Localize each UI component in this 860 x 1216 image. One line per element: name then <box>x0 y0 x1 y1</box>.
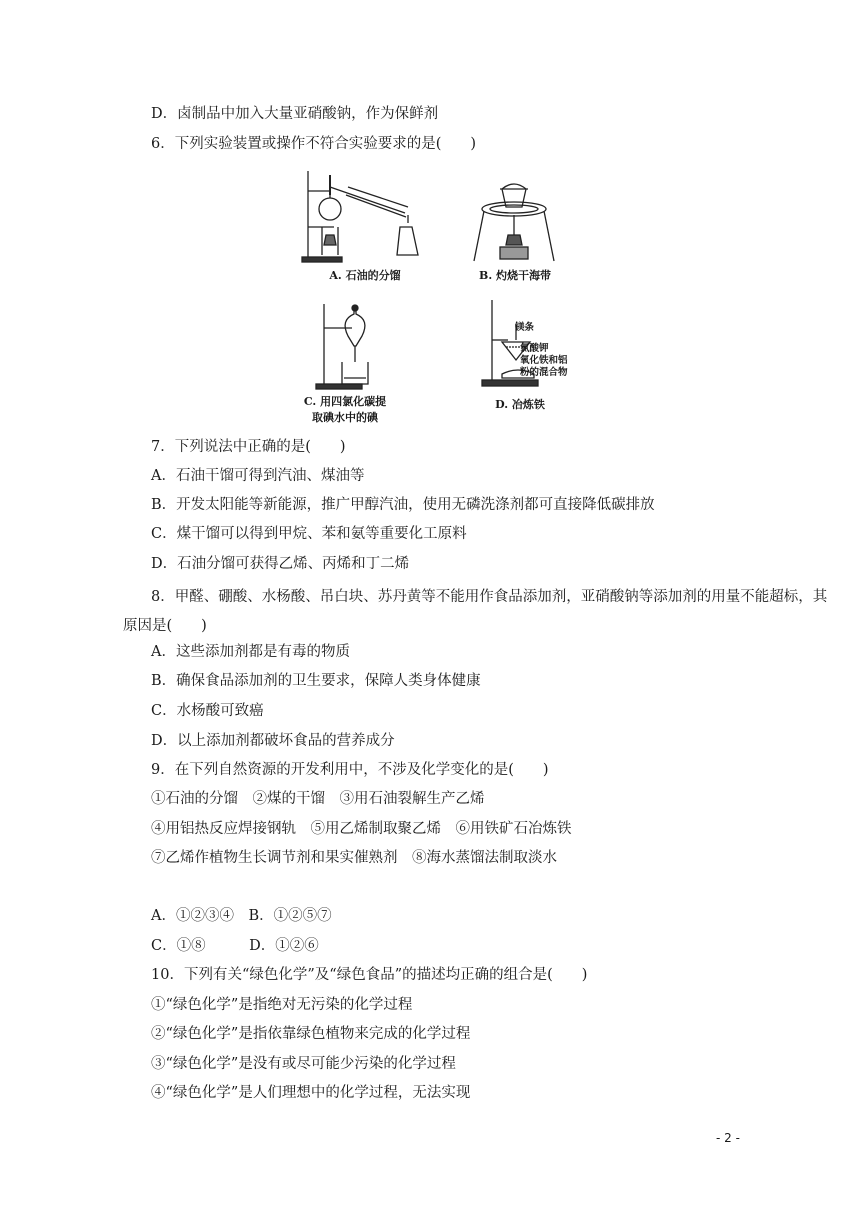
q7-option-b: B．开发太阳能等新能源，推广甲醇汽油，使用无磷洗涤剂都可直接降低碳排放 <box>151 497 655 513</box>
q9-stem: 9．在下列自然资源的开发利用中，不涉及化学变化的是( ) <box>151 762 549 778</box>
q10-stem: 10．下列有关“绿色化学”及“绿色食品”的描述均正确的组合是( ) <box>151 967 588 983</box>
label-magnesium-strip: 镁条 <box>515 322 535 333</box>
q9-options-ab: A．①②③④ B．①②⑤⑦ <box>151 908 332 924</box>
q10-item-1: ①“绿色化学”是指绝对无污染的化学过程 <box>151 997 413 1013</box>
label-mixture-line1: 氧化铁和铝 <box>520 355 568 366</box>
figure-d-caption: D. 冶炼铁 <box>495 398 545 411</box>
q8-option-c: C．水杨酸可致癌 <box>151 703 264 719</box>
q5-option-d: D．卤制品中加入大量亚硝酸钠，作为保鲜剂 <box>151 106 439 122</box>
q9-options-cd: C．①⑧ D．①②⑥ <box>151 938 319 954</box>
q10-item-4: ④“绿色化学”是人们理想中的化学过程，无法实现 <box>151 1085 471 1101</box>
figure-c-caption-line1: C. 用四氯化碳提 <box>303 395 387 408</box>
q7-stem: 7．下列说法中正确的是( ) <box>151 439 346 455</box>
label-potassium-chlorate: 氯酸钾 <box>520 343 549 354</box>
figure-a-distillation <box>300 165 460 265</box>
figure-b-crucible <box>460 175 570 265</box>
q8-option-b: B．确保食品添加剂的卫生要求，保障人类身体健康 <box>151 673 481 689</box>
q7-option-a: A．石油干馏可得到汽油、煤油等 <box>151 468 365 484</box>
q10-item-3: ③“绿色化学”是没有或尽可能少污染的化学过程 <box>151 1056 456 1072</box>
q10-item-2: ②“绿色化学”是指依靠绿色植物来完成的化学过程 <box>151 1026 471 1042</box>
q8-option-d: D．以上添加剂都破坏食品的营养成分 <box>151 733 395 749</box>
figure-a-caption: A. 石油的分馏 <box>329 269 401 282</box>
q9-items-line2: ④用铝热反应焊接钢轨 ⑤用乙烯制取聚乙烯 ⑥用铁矿石冶炼铁 <box>151 821 572 837</box>
figure-c-caption-line2: 取碘水中的碘 <box>312 411 378 424</box>
q9-items-line1: ①石油的分馏 ②煤的干馏 ③用石油裂解生产乙烯 <box>151 791 485 807</box>
figure-b-caption: B. 灼烧干海带 <box>479 269 551 282</box>
q9-items-line3: ⑦乙烯作植物生长调节剂和果实催熟剂 ⑧海水蒸馏法制取淡水 <box>151 850 557 866</box>
q8-stem: 8．甲醛、硼酸、水杨酸、吊白块、苏丹黄等不能用作食品添加剂，亚硝酸钠等添加剂的用量不能超标，其原因是( ) <box>123 589 828 634</box>
q7-option-c: C．煤干馏可以得到甲烷、苯和氨等重要化工原料 <box>151 526 467 542</box>
label-mixture-line2: 粉的混合物 <box>520 367 568 378</box>
q7-option-d: D．石油分馏可获得乙烯、丙烯和丁二烯 <box>151 556 410 572</box>
q8-option-a: A．这些添加剂都是有毒的物质 <box>151 644 350 660</box>
figure-c-separatory-funnel <box>310 300 380 392</box>
q6-stem: 6．下列实验装置或操作不符合实验要求的是( ) <box>151 136 477 152</box>
page-number: - 2 - <box>716 1131 740 1145</box>
